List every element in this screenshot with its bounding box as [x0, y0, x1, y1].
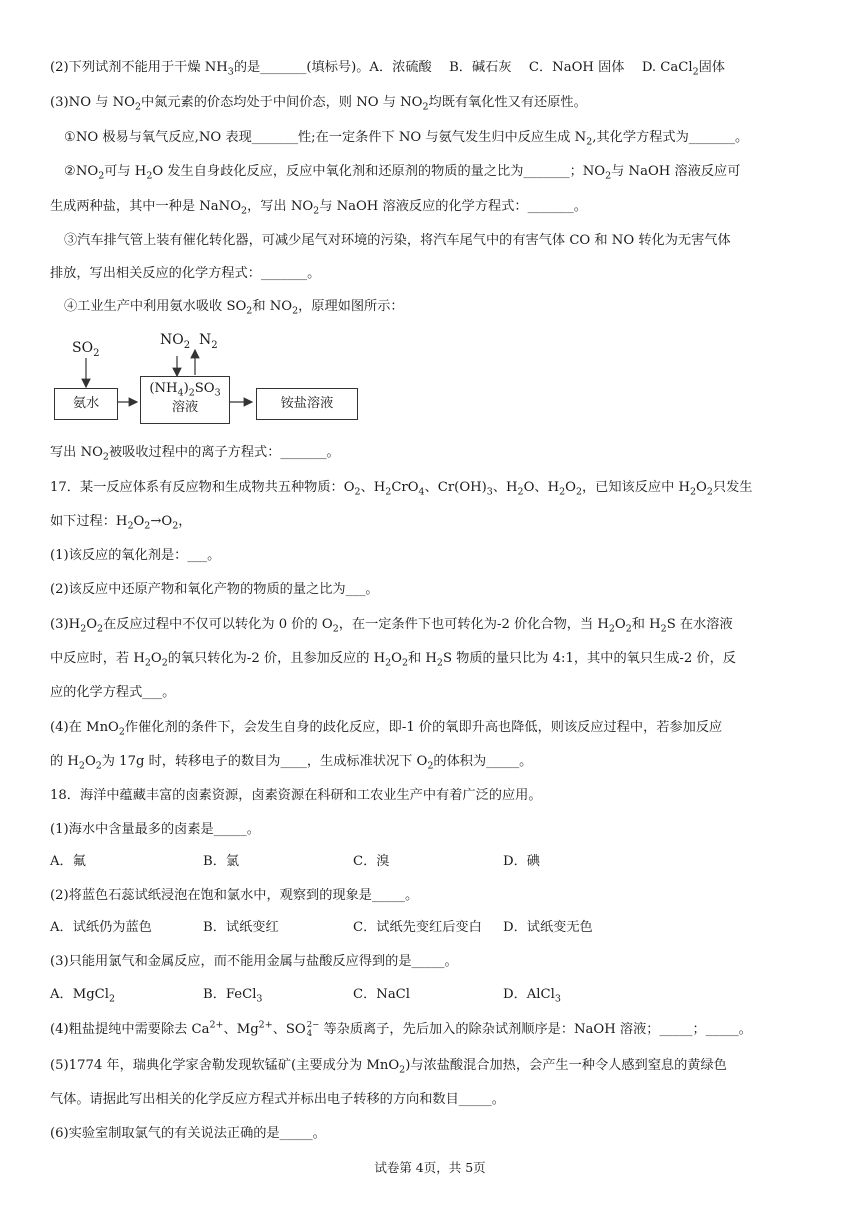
q16-part2: (2)下列试剂不能用于干燥 $NH_3$的是_______(填标号)。A．浓硫酸 B．碱石灰 C．NaOH 固体 D. CaCl$_2$固体	[50, 60, 725, 78]
q17-part3-cont: 中反应时，若 $H_2O_2$的氧只转化为-2 价，且参加反应的 $H_2O_2$和 $H_2S$ 物质的量只比为 4:1，其中的氧只生成-2 价，反	[50, 651, 736, 669]
q18-p2-option-c: C．试纸先变红后变白	[353, 920, 482, 935]
q18-part4: (4)粗盐提纯中需要除去 $Ca^{2+}$、$Mg^{2+}$、SO 2− 4 等杂质离子，先后加入的除杂试剂顺序是：NaOH 溶液；_____；_____。	[50, 1019, 752, 1039]
label-no2: $NO_2$	[160, 332, 191, 351]
q17-part4-cont: 的 $H_2O_2$为 17g 时，转移电子的数目为____，生成标准状况下 $O_2$的体积为_____。	[50, 754, 533, 772]
q16-item3-cont: 排放，写出相关反应的化学方程式：_______。	[50, 266, 321, 281]
q17-part1: (1)该反应的氧化剂是：___。	[50, 548, 221, 563]
q16-item4: ④工业生产中利用氨水吸收 $SO_2$和 $NO_2$，原理如图所示：	[64, 299, 404, 317]
q18-p1-option-a: A．氟	[50, 854, 86, 869]
box-ammonium-sulfite: $(NH_4)_2SO_3$ 溶液	[140, 376, 230, 424]
label-so2: $SO_2$	[72, 340, 100, 359]
q18-p1-option-c: C．溴	[353, 854, 390, 869]
box-ammonium-salt-solution: 铵盐溶液	[256, 388, 358, 420]
q18-p3-option-d: D．AlCl$_3$	[503, 987, 561, 1005]
q18-p2-option-a: A．试纸仍为蓝色	[50, 920, 152, 935]
q16-item2-cont: 生成两种盐，其中一种是 NaNO$_2$，写出 $NO_2$与 NaOH 溶液反应的化学方程式：_______。	[50, 199, 587, 217]
q16-item4-write: 写出 $NO_2$被吸收过程中的离子方程式：_______。	[50, 445, 340, 463]
label-n2: $N_2$	[199, 332, 218, 351]
q17-part4: (4)在 MnO$_2$作催化剂的条件下，会发生自身的歧化反应，即-1 价的氧即升高也降低，则该反应过程中，若参加反应	[50, 720, 723, 738]
q18-p2-option-b: B．试纸变红	[203, 920, 279, 935]
q17-stem-cont: 如下过程：$H_2O_2\to O_2$，	[50, 514, 192, 532]
q16-item2: $②NO_2$可与 $H_2O$ 发生自身歧化反应，反应中氧化剂和还原剂的物质的量之比为_______；$NO_2$与 NaOH 溶液反应可	[64, 164, 741, 182]
q18-p1-option-d: D．碘	[503, 854, 540, 869]
q18-p3-option-a: A．MgCl$_2$	[50, 987, 116, 1005]
q18-part2: (2)将蓝色石蕊试纸浸泡在饱和氯水中，观察到的现象是_____。	[50, 888, 419, 903]
q18-stem: 18．海洋中蕴藏丰富的卤素资源，卤素资源在科研和工农业生产中有着广泛的应用。	[50, 788, 542, 803]
q18-part3: (3)只能用氯气和金属反应，而不能用金属与盐酸反应得到的是_____。	[50, 954, 458, 969]
absorption-process-diagram	[52, 328, 372, 424]
q16-item1: ①NO 极易与氧气反应,NO 表现_______性;在一定条件下 NO 与氨气发生归中反应生成 $N_2$,其化学方程式为_______。	[64, 130, 749, 148]
page-footer: 试卷第 4页，共 5页	[374, 1160, 486, 1175]
q18-p1-option-b: B．氯	[203, 854, 240, 869]
q17-part3: $(3)H_2O_2$在反应过程中不仅可以转化为 0 价的 $O_2$，在一定条件下也可转化为-2 价化合物，当 $H_2O_2$和 $H_2S$ 在水溶液	[50, 617, 733, 635]
q18-part5-cont: 气体。请据此写出相关的化学反应方程式并标出电子转移的方向和数目_____。	[50, 1092, 505, 1107]
q18-p2-option-d: D．试纸变无色	[503, 920, 593, 935]
q18-part1: (1)海水中含量最多的卤素是_____。	[50, 822, 260, 837]
q18-p3-option-b: B．FeCl$_3$	[203, 987, 263, 1005]
q16-part3: (3)NO 与 $NO_2$中氮元素的价态均处于中间价态，则 NO 与 $NO_2$均既有氧化性又有还原性。	[50, 95, 587, 113]
q17-part3-end: 应的化学方程式___。	[50, 685, 176, 700]
q16-item3: ③汽车排气管上装有催化转化器，可减少尾气对环境的污染，将汽车尾气中的有害气体 CO 和 NO 转化为无害气体	[64, 233, 731, 248]
q18-part6: (6)实验室制取氯气的有关说法正确的是_____。	[50, 1126, 326, 1141]
box-ammonia-water: 氨水	[54, 388, 118, 420]
q17-part2: (2)该反应中还原产物和氧化产物的物质的量之比为___。	[50, 582, 379, 597]
q17-stem: 17．某一反应体系有反应物和生成物共五种物质：$O_2$、$H_2CrO_4$、$Cr(OH)_3$、$H_2O$、$H_2O_2$，已知该反应中 $H_2O_2$只发生	[50, 480, 753, 498]
q18-part5: (5)1774 年，瑞典化学家舍勒发现软锰矿(主要成分为 MnO$_2$)与浓盐酸混合加热，会产生一种令人感到窒息的黄绿色	[50, 1058, 727, 1076]
q18-p3-option-c: C．NaCl	[353, 987, 410, 1002]
